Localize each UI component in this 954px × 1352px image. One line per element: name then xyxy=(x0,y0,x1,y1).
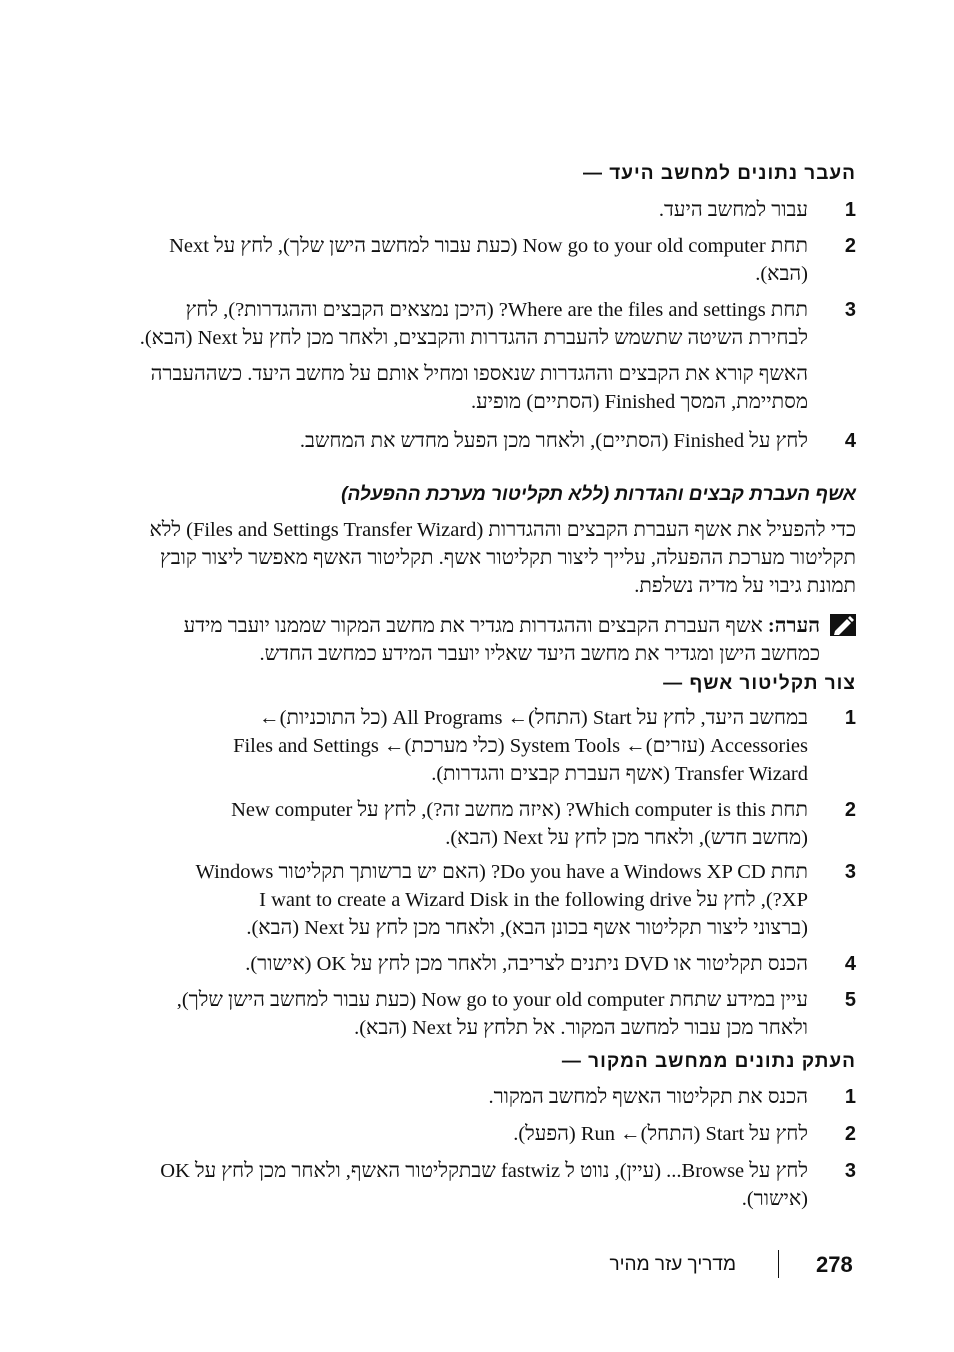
note-box xyxy=(116,612,856,668)
section-heading-wizard-without-cd: אשף העברת קבצים והגדרות (ללא תקליטור מערכת ההפעלה) xyxy=(341,484,856,505)
item-text: תחת Now go to your old computer (כעת עבור למחשב הישן שלך), לחץ על Next xyxy=(169,235,808,257)
note-line: כמחשב הישן ומגדיר את מחשב היעד שאליו יועבר המידע כמחשב החדש. xyxy=(259,643,820,665)
paragraph-line: תמונת גיבוי על מדיה נשלפת. xyxy=(634,575,856,597)
sub-paragraph-line: האשף קורא את הקבצים וההגדרות שנאספו ומחיל אותם על מחשב היעד. כשההעברה xyxy=(150,363,808,385)
item-text: (אישור). xyxy=(741,1188,808,1210)
section-heading-copy-from-source: העתק נתונים ממחשב המקור — xyxy=(561,1051,856,1072)
note-pencil-icon xyxy=(830,614,856,636)
section-heading-create-wizard-disk: צור תקליטור אשף — xyxy=(663,673,856,694)
item-text: עיין במידע שתחת Now go to your old computer (כעת עבור למחשב הישן שלך), xyxy=(176,989,808,1011)
footer-divider xyxy=(778,1250,779,1278)
item-number: 5 xyxy=(844,989,856,1011)
item-text: תחת Do you have a Windows XP CD? (האם יש ברשותך תקליטור Windows xyxy=(195,861,808,883)
item-text: (מחשב חדש), ולאחר מכן לחץ על Next (הבא). xyxy=(445,827,808,849)
item-text: במחשב היעד, לחץ על Start (התחל)← All Programs (כל התוכניות)← xyxy=(259,707,808,729)
item-text: Accessories (עזרים)← System Tools (כלי מערכת)← Files and Settings xyxy=(233,735,808,757)
item-text: לבחירת השיטה שתשמש להעברת ההגדרות והקבצים, ולאחר מכן לחץ על Next (הבא). xyxy=(139,327,808,349)
sub-paragraph-line: מסתיימת, המסך Finished (הסתיים) מופיע. xyxy=(470,391,808,413)
item-number: 1 xyxy=(844,1086,856,1108)
item-text: לחץ על Finished (הסתיים), ולאחר מכן הפעל מחדש את המחשב. xyxy=(299,430,808,452)
item-text: לחץ על Start (התחל)← Run (הפעל). xyxy=(513,1123,808,1145)
item-number: 4 xyxy=(844,430,856,452)
item-text: תחת Which computer is this? (איזה מחשב זה?), לחץ על New computer xyxy=(231,799,808,821)
item-number: 3 xyxy=(844,299,856,321)
note-label: הערה: xyxy=(767,615,820,637)
section-heading-transfer-to-target: העבר נתונים למחשב היעד — xyxy=(582,163,856,184)
paragraph-line: תקליטור מערכת ההפעלה, עלייך ליצור תקליטור אשף. תקליטור האשף מאפשר ליצור קובץ xyxy=(160,547,856,569)
item-text: (הבא). xyxy=(755,263,808,285)
sub-paragraph xyxy=(118,360,808,416)
intro-paragraph xyxy=(126,516,856,600)
item-number: 1 xyxy=(844,199,856,221)
item-number: 3 xyxy=(844,861,856,883)
item-text: תחת Where are the files and settings? (היכן נמצאים הקבצים וההגדרות?), לחץ xyxy=(185,299,808,321)
item-number: 2 xyxy=(844,1123,856,1145)
item-number: 1 xyxy=(844,707,856,729)
item-number: 2 xyxy=(844,799,856,821)
item-text: הכנס את תקליטור האשף למחשב המקור. xyxy=(488,1086,808,1108)
item-text: Transfer Wizard (אשף העברת קבצים והגדרות). xyxy=(431,763,808,785)
paragraph-line: כדי להפעיל את אשף העברת הקבצים וההגדרות (Files and Settings Transfer Wizard) ללא xyxy=(149,519,856,541)
footer-title: מדריך עזר מהיר xyxy=(609,1254,736,1275)
item-text: ולאחר מכן עבור למחשב המקור. אל תלחץ על Next (הבא). xyxy=(354,1017,808,1039)
item-text: הכנס תקליטור או DVD ניתנים לצריבה, ולאחר מכן לחץ על OK (אישור). xyxy=(245,953,808,975)
item-text: XP?), לחץ על I want to create a Wizard Disk in the following drive xyxy=(259,889,808,911)
item-number: 2 xyxy=(844,235,856,257)
item-text: (ברצוני ליצור תקליטור אשף בכונן הבא), ולאחר מכן לחץ על Next (הבא). xyxy=(246,917,808,939)
item-number: 4 xyxy=(844,953,856,975)
item-text: לחץ על Browse... (עיין), נווט ל fastwiz שבתקליטור האשף, ולאחר מכן לחץ על OK xyxy=(160,1160,808,1182)
page-number: 278 xyxy=(816,1252,853,1277)
item-text: עבור למחשב היעד. xyxy=(658,199,808,221)
item-number: 3 xyxy=(844,1160,856,1182)
note-text xyxy=(120,612,820,668)
note-line: אשף העברת הקבצים וההגדרות מגדיר את מחשב המקור שממנו יועבר מידע xyxy=(183,615,763,637)
